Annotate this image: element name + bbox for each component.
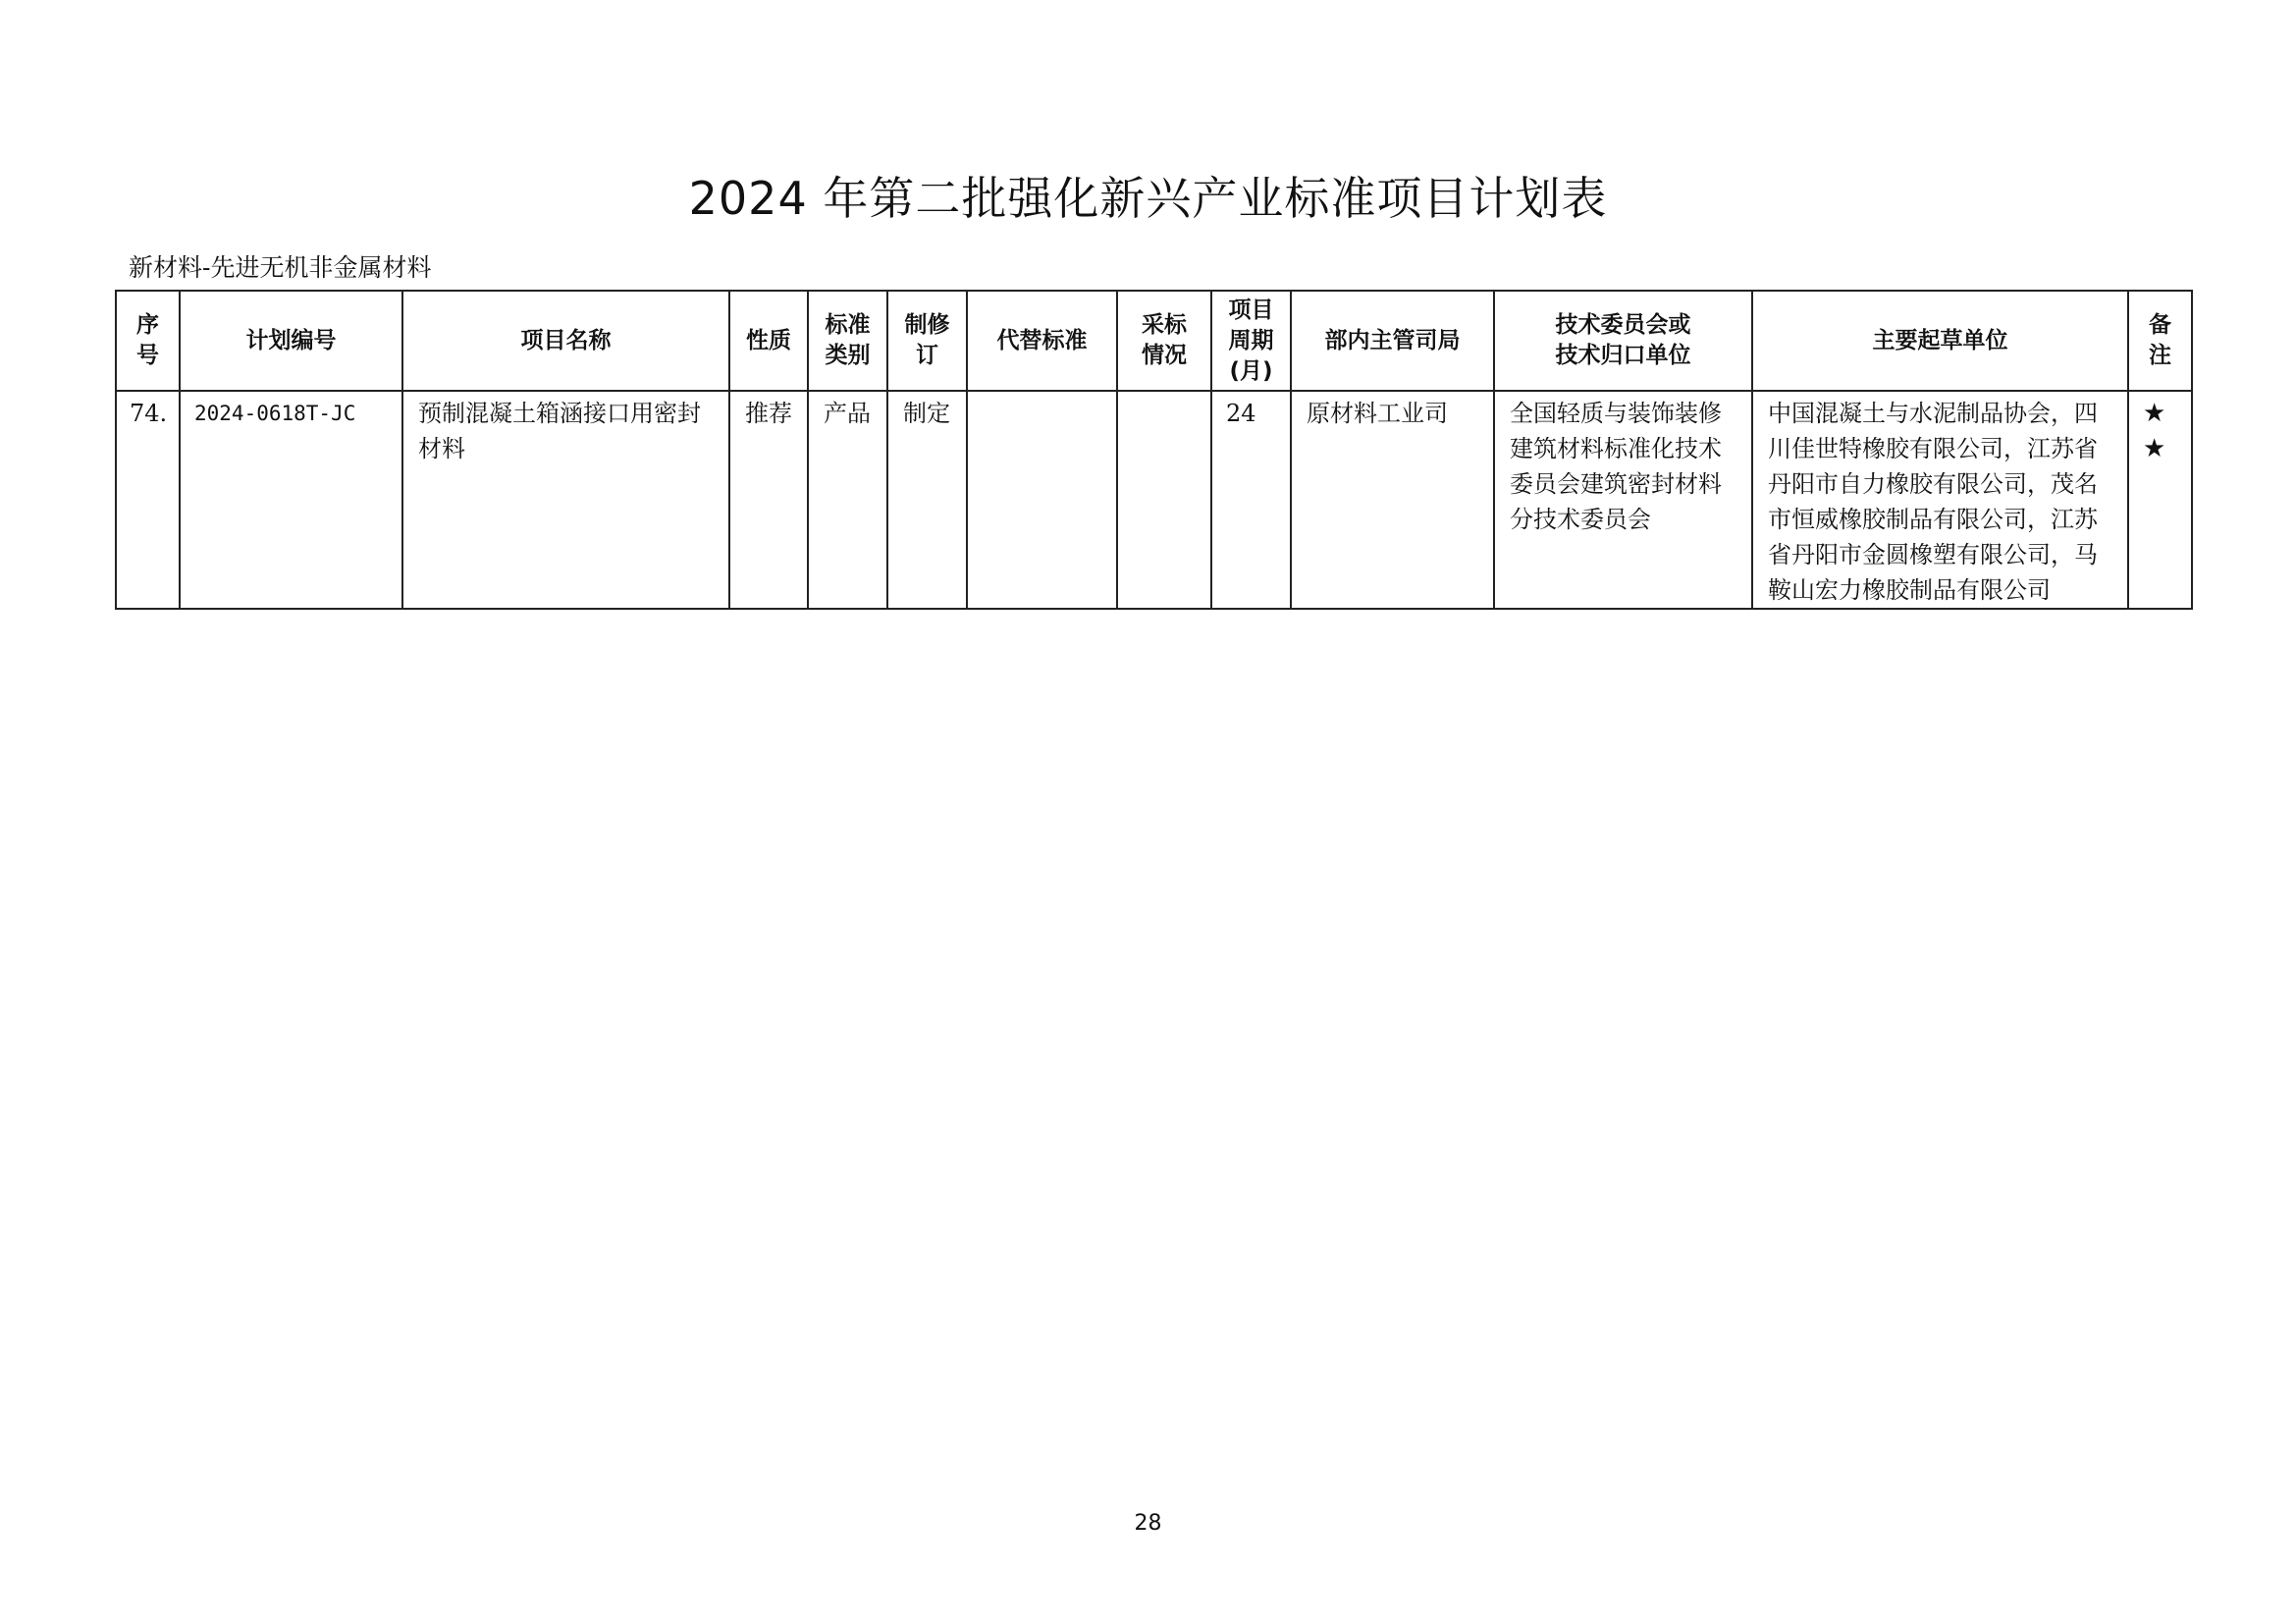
header-cycle-line3: (月) (1229, 357, 1273, 384)
cell-project-name: 预制混凝土箱涵接口用密封材料 (402, 391, 729, 609)
table-header-row (116, 291, 2192, 391)
cell-standard-type: 产品 (808, 391, 887, 609)
star-icon: ★ (2143, 434, 2166, 463)
table-row (116, 391, 2192, 609)
header-revision (887, 291, 967, 391)
header-cycle-line2: 周期 (1228, 327, 1274, 353)
page-title: 2024 年第二批强化新兴产业标准项目计划表 (688, 172, 1608, 225)
header-replaced-standard: 代替标准 (967, 291, 1117, 391)
header-nature: 性质 (729, 291, 808, 391)
header-type-line2: 类别 (825, 343, 871, 368)
header-project-cycle (1211, 291, 1291, 391)
cell-serial-number: 74. (116, 391, 180, 609)
header-adoption (1117, 291, 1211, 391)
header-committee-line2: 技术归口单位 (1555, 343, 1691, 368)
header-revision-line1: 制修 (904, 312, 950, 338)
header-note-line1: 备 (2149, 312, 2171, 338)
cell-project-cycle: 24 (1211, 391, 1291, 609)
cell-main-drafters: 中国混凝土与水泥制品协会，四川佳世特橡胶有限公司，江苏省丹阳市自力橡胶有限公司，茂名市恒威橡胶制品有限公司，江苏省丹阳市金圆橡塑有限公司，马鞍山宏力橡胶制品有限公司 (1752, 391, 2128, 609)
page-number: 28 (1134, 1511, 1162, 1536)
header-note-line2: 注 (2149, 343, 2171, 368)
header-revision-line2: 订 (916, 343, 938, 368)
header-main-drafters: 主要起草单位 (1752, 291, 2128, 391)
header-serial-line1: 序 (136, 312, 159, 338)
header-technical-committee (1494, 291, 1752, 391)
cell-nature: 推荐 (729, 391, 808, 609)
cell-department: 原材料工业司 (1291, 391, 1494, 609)
header-adoption-line2: 情况 (1142, 343, 1187, 368)
header-serial-line2: 号 (136, 343, 159, 368)
header-type-line1: 标准 (825, 312, 871, 338)
cell-revision: 制定 (887, 391, 967, 609)
header-project-name: 项目名称 (402, 291, 729, 391)
category-label: 新材料-先进无机非金属材料 (129, 253, 432, 282)
header-department: 部内主管司局 (1291, 291, 1494, 391)
cell-technical-committee: 全国轻质与装饰装修建筑材料标准化技术委员会建筑密封材料分技术委员会 (1494, 391, 1752, 609)
header-cycle-line1: 项目 (1228, 297, 1274, 323)
star-icon: ★ (2143, 399, 2166, 428)
standards-plan-table (115, 290, 2193, 610)
cell-adoption (1117, 391, 1211, 609)
header-standard-type (808, 291, 887, 391)
header-plan-code: 计划编号 (180, 291, 402, 391)
header-serial-number (116, 291, 180, 391)
cell-plan-code: 2024-0618T-JC (180, 391, 402, 609)
cell-replaced-standard (967, 391, 1117, 609)
header-committee-line1: 技术委员会或 (1555, 312, 1691, 338)
header-adoption-line1: 采标 (1142, 312, 1187, 338)
cell-note (2128, 391, 2192, 609)
header-note (2128, 291, 2192, 391)
